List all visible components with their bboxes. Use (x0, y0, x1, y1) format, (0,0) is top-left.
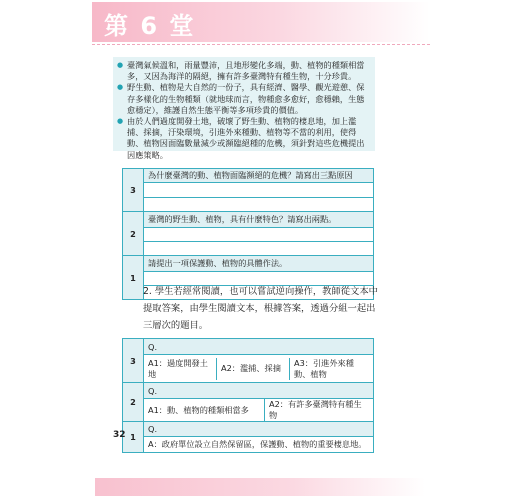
level-cell: 2 (123, 212, 144, 256)
level-cell: 3 (123, 169, 144, 212)
question-cell: 為什麼臺灣的動、植物面臨瀕絕的危機？請寫出三點原因 (144, 169, 374, 183)
q-label: Q. (144, 422, 374, 437)
level-cell: 3 (123, 339, 144, 383)
answer-cell: A2：濫捕、採摘 (217, 358, 290, 380)
answer-blank (144, 242, 374, 256)
answer-row (144, 358, 373, 380)
answer-row (144, 399, 373, 421)
answer-table (122, 338, 374, 453)
q-label: Q. (144, 383, 374, 399)
footer-bar (95, 478, 425, 496)
page-header (0, 0, 520, 46)
answer-blank (144, 183, 374, 198)
answer-cell: A3：引進外來種動、植物 (294, 357, 354, 379)
page-number: 32 (113, 430, 126, 440)
level-cell: 1 (123, 422, 144, 453)
question-cell: 臺灣的野生動、植物，具有什麼特色？請寫出兩點。 (144, 212, 374, 228)
level-cell: 1 (123, 256, 144, 300)
question-table (122, 168, 374, 300)
body-paragraph: 2. 學生若經常閱讀，也可以嘗試逆向操作，教師從文本中提取答案，由學生閱讀文本，根據答案，透過分組一起出三層次的題目。 (143, 286, 378, 331)
answer-cell: A2：有許多臺灣特有種生物 (269, 399, 362, 420)
answer-blank (144, 198, 374, 212)
level-cell: 2 (123, 383, 144, 422)
answer-cell: A：政府單位設立自然保留區，保護動、植物的重要棲息地。 (144, 437, 374, 453)
answer-cell: A1：動、植物的種類相當多 (144, 399, 265, 421)
info-bullet: ● 野生動、植物是大自然的一份子，具有經濟、醫學、觀光遊憩、保存多樣化的生物種類（就地球而言，物種愈多愈好，愈穩賴，生態愈穩定），維護自然生態平衡等多項珍貴的價值。 (117, 82, 371, 116)
answer-cell: A1：過度開發土地 (144, 358, 217, 380)
q-label: Q. (144, 339, 374, 355)
answer-blank (144, 228, 374, 242)
info-bullet: ● 由於人們過度開發土地，破壞了野生動、植物的棲息地，加上濫捕、採摘，汙染環境，引進外來種動、植物等不當的利用，使得動、植物因面臨數量減少或瀕臨絕種的危機，須針對這些危機提出因應策略。 (117, 116, 371, 161)
info-box (113, 57, 375, 160)
header-divider (92, 44, 430, 45)
lesson-title: 第 6 堂 (104, 12, 196, 40)
question-cell: 請提出一項保護動、植物的具體作法。 (144, 256, 374, 272)
info-bullet: ● 臺灣氣候溫和，雨量豐沛，且地形變化多端，動、植物的種類相當多，又因為海洋的隔絕，擁有許多臺灣特有種生物，十分珍貴。 (117, 60, 371, 82)
